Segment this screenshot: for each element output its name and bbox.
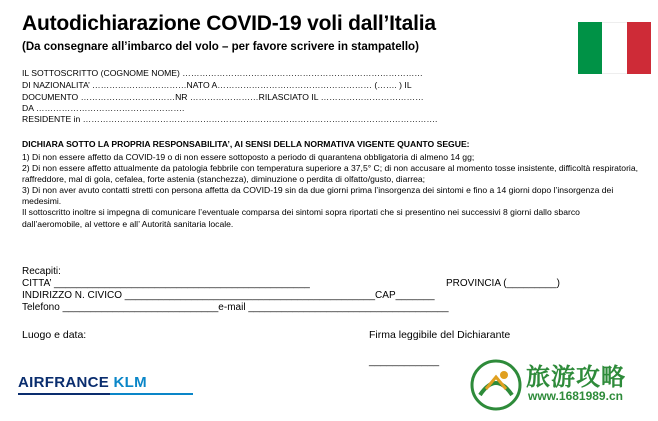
document-subtitle: (Da consegnare all’imbarco del volo – per favore scrivere in stampatello): [22, 41, 419, 53]
watermark-url: www.1681989.cn: [528, 389, 623, 403]
flag-red-stripe: [627, 22, 651, 74]
field-documento[interactable]: DOCUMENTO ……………………………NR ……………………RILASCIATO IL ………………………………: [22, 92, 424, 102]
watermark: [470, 355, 655, 417]
contacts-heading: Recapiti:: [22, 266, 61, 277]
italian-flag: [578, 22, 651, 74]
declaration-item-3: 3) Di non aver avuto contatti stretti con persona affetta da COVID-19 sin da due giorni prima l’insorgenza dei sintomi e fino a 14 giorni dopo l’insorgenza dei medesimi.: [22, 185, 614, 207]
field-provincia[interactable]: PROVINCIA (_________): [446, 278, 560, 289]
document-title: Autodichiarazione COVID-19 voli dall’Italia: [22, 12, 436, 35]
field-indirizzo[interactable]: INDIRIZZO N. CIVICO _____________________________________________CAP_______: [22, 290, 435, 301]
travel-guide-icon: [470, 359, 522, 411]
logo-underline-accent: [110, 393, 193, 395]
declaration-item-1: 1) Di non essere affetto da COVID-19 o di non essere sottoposto a periodo di quarantena obbligatoria di almeno 14 gg;: [22, 152, 475, 162]
field-sottoscritto[interactable]: IL SOTTOSCRITTO (COGNOME NOME) …………………………………………………………………………: [22, 68, 423, 78]
flag-green-stripe: [578, 22, 602, 74]
field-telefono-email[interactable]: Telefono ____________________________e-mail ____________________________________: [22, 302, 449, 313]
watermark-text: 旅游攻略: [526, 364, 626, 391]
firma-label: Firma leggibile del Dichiarante: [369, 329, 511, 341]
declaration-body: [22, 152, 642, 230]
flag-white-stripe: [602, 22, 626, 74]
field-citta[interactable]: CITTA’ ______________________________________________: [22, 278, 310, 289]
declaration-item-2: 2) Di non essere affetto attualmente da patologia febbrile con temperatura superiore a 37,5° C; di non accusare al momento tosse insistente, difficoltà respiratoria, raffreddore, mal di gola, cefalea, forte astenia (stanchezza), diminuzione o perdita di olfatto/gusto, diarrea;: [22, 163, 639, 185]
luogo-data-label: Luogo e data:: [22, 329, 87, 341]
logo-brand: AIRFRANCE: [18, 374, 110, 391]
signature-line[interactable]: ____________: [369, 355, 440, 367]
logo-partner: KLM: [113, 374, 147, 391]
field-da[interactable]: DA …………………………………………….: [22, 103, 185, 113]
field-nazionalita[interactable]: DI NAZIONALITA’ ……………………………NATO A……………………………………………… (……. ) IL: [22, 80, 412, 90]
declaration-heading: DICHIARA SOTTO LA PROPRIA RESPONSABILITA’, AI SENSI DELLA NORMATIVA VIGENTE QUANTO SEGUE:: [22, 139, 470, 149]
declaration-commitment: Il sottoscritto inoltre si impegna di comunicare l’eventuale comparsa dei sintomi sopra riportati che si presentino nei successivi 8 giorni dallo sbarco dall’aeromobile, al vettore e all’ Autorità sanitaria locale.: [22, 207, 580, 229]
airfrance-klm-logo: [18, 374, 147, 391]
field-residente[interactable]: RESIDENTE in …………………………………………………………………………………………………………….: [22, 114, 438, 124]
